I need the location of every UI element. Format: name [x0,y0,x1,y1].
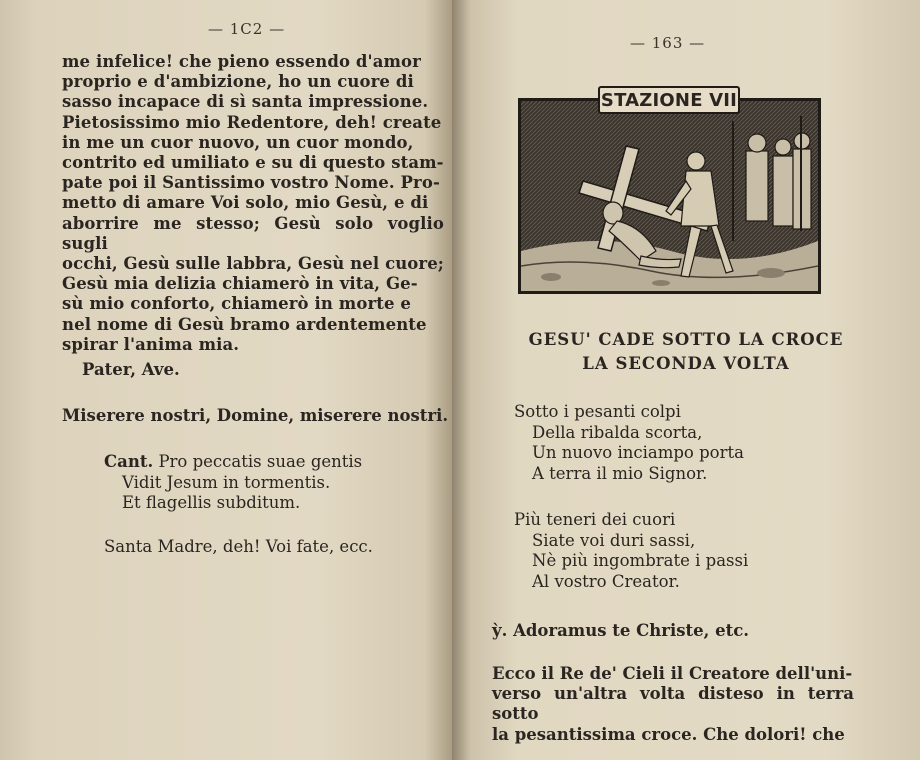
verse-line: Al vostro Creator. [532,571,680,591]
right-page [452,0,920,760]
prayer-line: proprio e d'ambizione, ho un cuore di [62,72,414,92]
prayer-line: Pietosissimo mio Redentore, deh! create [62,112,442,132]
santa-madre-line: Santa Madre, deh! Voi fate, ecc. [104,537,373,556]
page-number-left: — 1C2 — [208,20,286,38]
verse-line: Siate voi duri sassi, [532,530,696,550]
hymn-stanza-1 [514,402,744,484]
verse-line: Un nuovo inciampo porta [532,443,744,462]
station-illustration [518,98,821,294]
prayer-line: metto di amare Voi solo, mio Gesù, e di [62,193,429,213]
cant-stanza [104,452,362,514]
prayer-line: contrito ed umiliato e su di questo stam- [62,153,444,173]
cant-label: Cant. [104,452,154,471]
prayer-line: me infelice! che pieno essendo d'amor [62,52,421,71]
meditation-line: Ecco il Re de' Cieli il Creatore dell'uni- [492,664,853,683]
left-page [0,0,452,760]
prayer-line: pate poi il Santissimo vostro Nome. Pro- [62,173,440,193]
hymn-stanza-2 [514,510,748,592]
verse-line: Più teneri dei cuori [514,510,676,529]
meditation-line: la pesantissima croce. Che dolori! che [492,724,845,744]
page-number-right: — 163 — [630,34,706,52]
cant-line: Vidit Jesum in tormentis. [122,472,331,492]
verse-line: A terra il mio Signor. [532,463,708,483]
prayer-line: nel nome di Gesù bramo ardentemente [62,314,427,334]
miserere-line: Miserere nostri, Domine, miserere nostri. [62,406,449,425]
prayer-line: spirar l'anima mia. [62,334,240,354]
chapter-heading-line1: GESU' CADE SOTTO LA CROCE [528,330,844,349]
versicle: ỳ. Adoramus te Christe, etc. [492,621,750,640]
cant-line: Et flagellis subditum. [122,493,301,512]
chapter-heading-line2: LA SECONDA VOLTA [582,354,790,373]
station-title: STAZIONE VII [598,86,740,114]
prayer-line: in me un cuor nuovo, un cuor mondo, [62,132,414,152]
pater-ave: Pater, Ave. [82,360,180,379]
verse-line: Nè più ingombrate i passi [532,551,749,570]
prayer-line: aborrire me stesso; Gesù solo voglio sugli [62,213,444,253]
meditation-text [492,664,854,745]
prayer-line: sasso incapace di sì santa impressione. [62,92,429,112]
cant-line: Pro peccatis suae gentis [158,452,363,471]
prayer-line: occhi, Gesù sulle labbra, Gesù nel cuore; [62,254,444,274]
prayer-line: Gesù mia delizia chiamerò in vita, Ge- [62,274,418,294]
prayer-line: sù mio conforto, chiamerò in morte e [62,294,411,314]
verse-line: Della ribalda scorta, [532,422,703,442]
meditation-line: verso un'altra volta disteso in terra sotto [492,684,854,724]
prayer-text [62,52,444,355]
verse-line: Sotto i pesanti colpi [514,402,681,421]
